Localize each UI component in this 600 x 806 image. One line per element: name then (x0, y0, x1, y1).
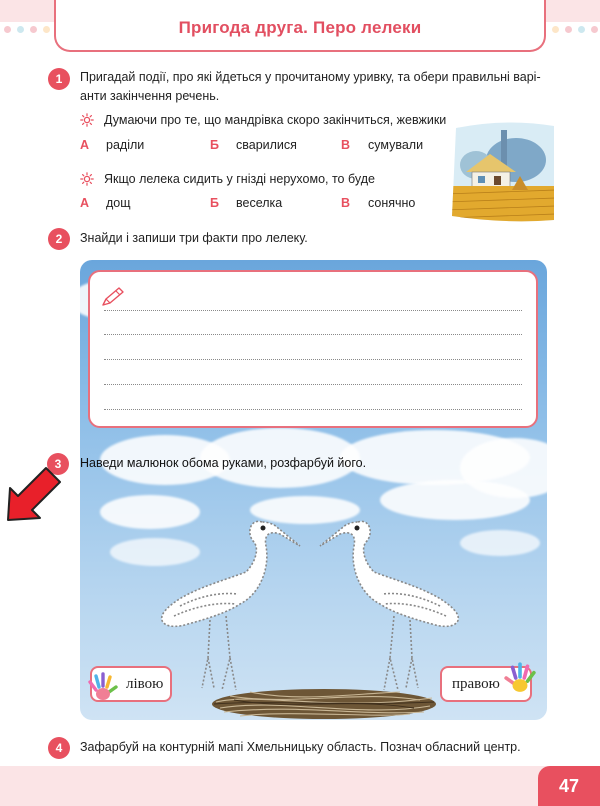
sun-icon (80, 113, 94, 127)
q1-option-b-text[interactable]: сварилися (236, 138, 297, 152)
left-hand-label: лівою (126, 675, 164, 692)
task1-text-line2: анти закінчення речень. (80, 89, 220, 103)
task2-text: Знайди і запиши три факти про лелеку. (80, 231, 308, 245)
question-2-text: Якщо лелека сидить у гнізді нерухомо, то буде (104, 172, 375, 186)
left-hand-box (90, 666, 172, 702)
page-title: Пригода друга. Перо лелеки (178, 18, 422, 37)
nest-illustration (210, 684, 438, 720)
handprint-icon (88, 672, 118, 702)
q1-option-b-letter[interactable]: Б (210, 138, 219, 152)
q2-option-a-letter[interactable]: А (80, 196, 90, 210)
pencil-icon (100, 286, 126, 308)
question-1-text: Думаючи про те, що мандрівка скоро закінчиться, жевжики (104, 113, 447, 127)
answer-line[interactable] (104, 359, 522, 360)
q1-option-a-letter[interactable]: А (80, 138, 90, 152)
village-illustration (446, 120, 556, 224)
q2-option-c-letter[interactable]: В (341, 196, 351, 210)
handprint-icon (504, 662, 536, 694)
decorative-dots-right (552, 26, 600, 34)
notes-box[interactable] (88, 270, 538, 428)
bottom-band (0, 766, 600, 806)
q1-option-c-letter[interactable]: В (341, 138, 351, 152)
task3-text: Наведи малюнок обома руками, розфарбуй його. (80, 456, 367, 470)
q1-option-c-text[interactable]: сумували (368, 138, 424, 152)
storks-drawing[interactable] (150, 508, 470, 696)
answer-line[interactable] (104, 409, 522, 410)
answer-line[interactable] (104, 384, 522, 385)
answer-line[interactable] (104, 310, 522, 311)
right-stork (320, 521, 458, 690)
answer-line[interactable] (104, 334, 522, 335)
q2-option-b-text[interactable]: веселка (236, 196, 283, 210)
right-hand-label: правою (452, 675, 500, 692)
q2-option-a-text[interactable]: дощ (106, 196, 131, 210)
left-stork (162, 521, 300, 690)
right-hand-box (440, 666, 532, 702)
q2-option-b-letter[interactable]: Б (210, 196, 219, 210)
sun-icon (80, 172, 94, 186)
header-tab (54, 0, 546, 52)
task-number-2: 2 (48, 228, 70, 250)
task4-text: Зафарбуй на контурній мапі Хмельницьку область. Познач обласний центр. (80, 740, 521, 754)
q1-option-a-text[interactable]: раділи (106, 138, 145, 152)
task1-text-line1: Пригадай події, про які йдеться у прочитаному уривку, та обери правильні варі- (80, 70, 541, 84)
q2-option-c-text[interactable]: сонячно (368, 196, 416, 210)
page-number (538, 766, 600, 806)
red-arrow-icon (4, 460, 64, 524)
page-number-text: 47 (558, 775, 580, 796)
task-number-3: 3 (47, 453, 69, 475)
task-number-4: 4 (48, 737, 70, 759)
task-number-1: 1 (48, 68, 70, 90)
